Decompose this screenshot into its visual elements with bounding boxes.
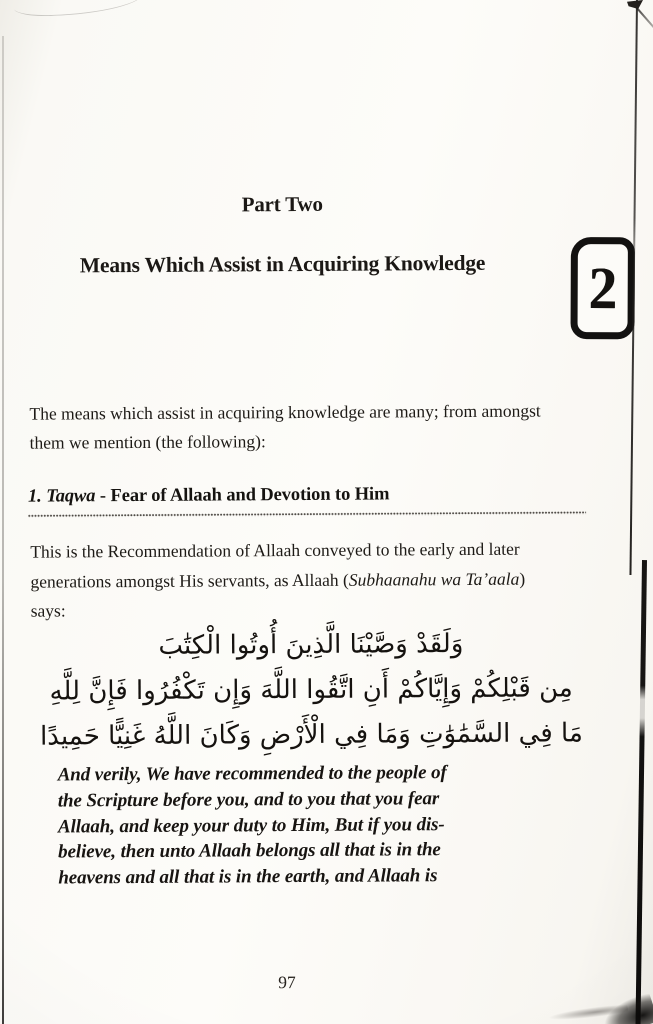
translation-line: believe, then unto Allaah belongs all that is in the [58,839,441,863]
translation-line: heavens and all that is in the earth, and Allaah is [58,865,438,889]
paragraph-line: generations amongst His servants, as Allaah (Subhaanahu wa Ta’aala) [30,568,526,592]
verse-translation [58,760,529,892]
dotted-rule [28,511,586,517]
chapter-number: 2 [588,255,618,322]
arabic-line: وَلَقَدْ وَصَّيْنَا الَّذِينَ أُوتُوا الْكِتَٰبَ [158,629,464,661]
translation-line: Allaah, and keep your duty to Him, But if you dis- [57,813,445,838]
arabic-verse [31,621,592,759]
intro-paragraph [29,396,574,457]
section-heading-term: 1. Taqwa [27,486,96,507]
paragraph-line: This is the Recommendation of Allaah conveyed to the early and later [30,538,520,562]
section-heading [28,483,585,507]
translation-line: And verily, We have recommended to the people of [57,762,447,786]
chapter-number-badge [570,237,634,339]
part-label: Part Two [241,191,323,217]
section-heading-rest: - Fear of Allaah and Devotion to Him [95,484,390,507]
transliteration-italic: Subhaanahu wa Ta’aala [348,568,520,590]
arabic-line: مِن قَبْلِكُمْ وَإِيَّاكُمْ أَنِ اتَّقُوا اللَّهَ وَإِن تَكْفُرُوا فَإِنَّ لِلَّهِ [49,673,573,707]
page-edge-shadow-left [2,36,4,1024]
chapter-title: Means Which Assist in Acquiring Knowledge [79,250,486,278]
translation-line: the Scripture before you, and to you that you fear [57,787,440,812]
paragraph-line: them we mention (the following): [29,431,266,453]
arabic-line: مَا فِي السَّمَٰوَٰتِ وَمَا فِي الْأَرْضِ وَكَانَ اللَّهُ غَنِيًّا حَمِيدًا [39,718,583,752]
body-paragraph [30,534,576,626]
paragraph-line: says: [30,600,66,621]
paragraph-line: The means which assist in acquiring knowledge are many; from amongst [29,400,541,424]
page-number: 97 [278,972,296,993]
